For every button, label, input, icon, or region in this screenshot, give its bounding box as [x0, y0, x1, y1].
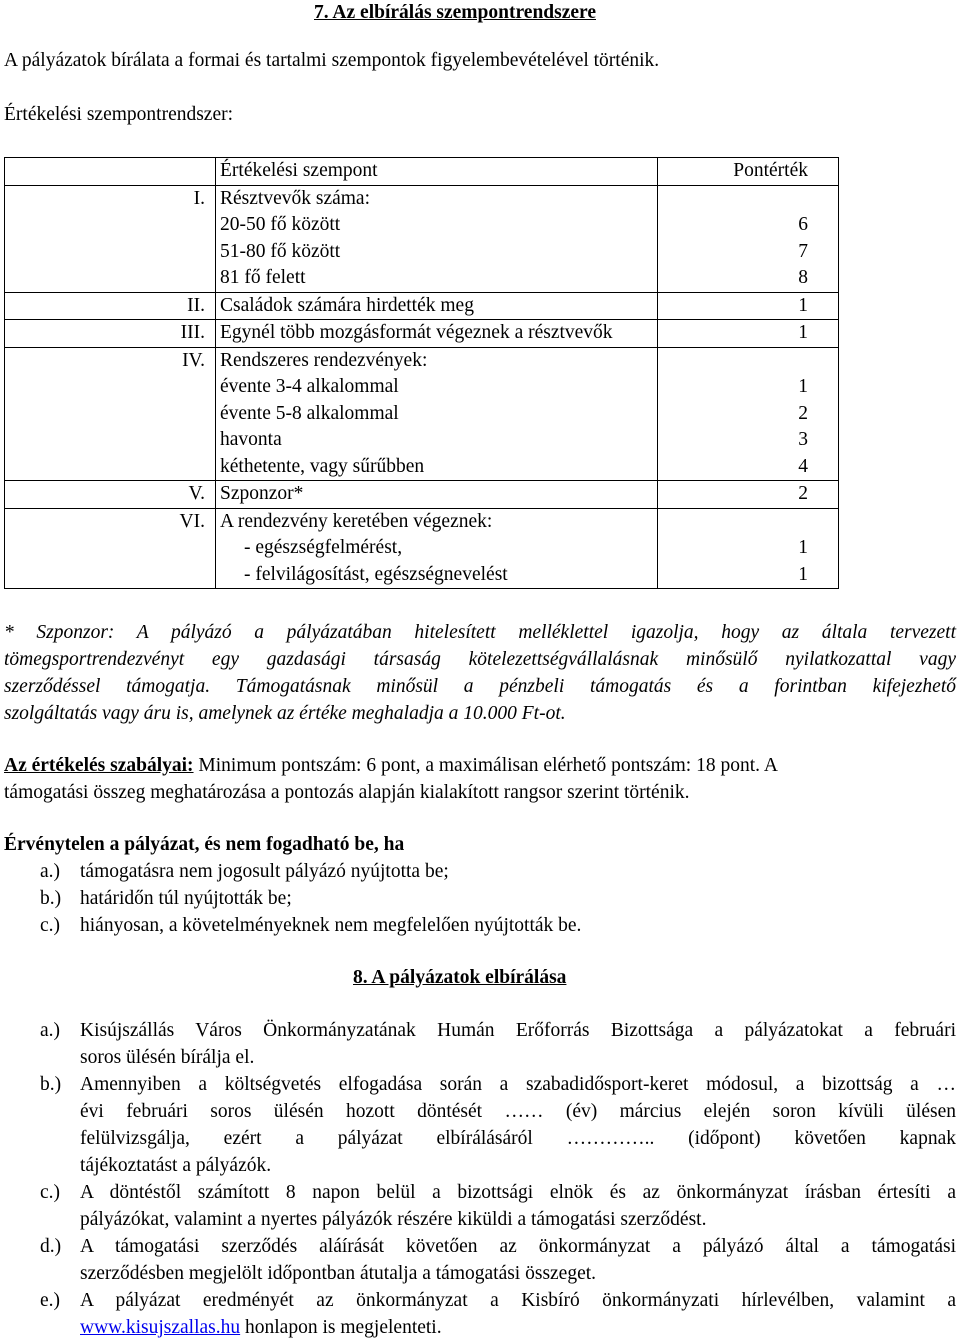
criterion-line: Rendszeres rendezvények:	[220, 349, 428, 371]
table-row	[5, 508, 839, 589]
item-text: támogatásra nem jogosult pályázó nyújtotta be;	[80, 861, 449, 882]
intro-paragraph: A pályázatok bírálata a formai és tartalmi szempontok figyelembevételével történik.	[4, 50, 660, 71]
decision-item	[40, 1071, 956, 1179]
row-criterion	[216, 185, 658, 292]
row-points	[658, 185, 839, 292]
item-text	[80, 1233, 956, 1287]
item-label: c.)	[40, 915, 61, 936]
criterion-line: 20-50 fő között	[220, 214, 341, 235]
item-text	[80, 1017, 956, 1071]
row-criterion	[216, 347, 658, 481]
rules-text: Minimum pontszám: 6 pont, a maximálisan elérhető pontszám: 18 pont. A	[193, 755, 778, 776]
rules-line-1	[4, 752, 924, 779]
item-line: A pályázat eredményét az önkormányzat a Kisbíró önkormányzati hírlevélben, valamint a	[80, 1290, 956, 1311]
item-text: hiányosan, a követelményeknek nem megfelelően nyújtották be.	[80, 915, 582, 936]
row-number: III.	[5, 320, 216, 348]
points-value: 2	[798, 483, 808, 504]
item-line	[80, 1314, 956, 1341]
item-text	[80, 1071, 956, 1179]
table-header-num	[5, 158, 216, 186]
points-value: 1	[798, 563, 808, 585]
decision-item	[40, 1233, 956, 1287]
criterion-line: Családok számára hirdették meg	[220, 294, 474, 316]
criterion-line: Szponzor*	[220, 483, 304, 504]
points-value: 7	[798, 240, 808, 262]
item-line: szerződésben megjelölt időpontban átutalja a támogatási összeget.	[80, 1263, 597, 1284]
item-label: a.)	[40, 1020, 61, 1041]
points-value: 1	[798, 376, 808, 397]
criterion-line: havonta	[220, 429, 282, 450]
points-value	[658, 348, 808, 375]
item-line: évi februári soros ülésén hozott döntését …… (év) március elején soron kívüli ülésen	[80, 1101, 956, 1122]
points-value: 8	[798, 267, 808, 288]
decision-item	[40, 1287, 956, 1341]
item-line: A döntéstől számított 8 napon belül a bizottsági elnök és az önkormányzat írásban értesíti a	[80, 1182, 956, 1203]
footnote-line: szolgáltatás vagy áru is, amelynek az értéke meghaladja a 10.000 Ft-ot.	[4, 703, 566, 724]
website-link[interactable]: www.kisujszallas.hu	[80, 1317, 241, 1338]
criterion-line: A rendezvény keretében végeznek:	[220, 510, 493, 532]
table-header-row	[5, 158, 839, 186]
table-row	[5, 320, 839, 348]
criteria-heading: Értékelési szempontrendszer:	[4, 104, 234, 125]
table-header-criterion: Értékelési szempont	[216, 158, 658, 186]
points-value: 1	[798, 537, 808, 558]
row-points	[658, 508, 839, 589]
item-line: Kisújszállás Város Önkormányzatának Humán Erőforrás Bizottsága a pályázatokat a februári	[80, 1020, 956, 1041]
item-label: b.)	[40, 1074, 62, 1095]
table-row	[5, 347, 839, 481]
item-text	[80, 1287, 956, 1341]
section-7-title: 7. Az elbírálás szempontrendszere	[314, 2, 596, 23]
decision-item	[40, 1179, 956, 1233]
footnote-line: tömegsportrendezvényt egy gazdasági társaság kötelezettségvállalásnak minősülő nyilatkozattal vagy	[4, 649, 956, 670]
item-label: b.)	[40, 888, 62, 909]
points-value	[658, 509, 808, 536]
rules-label: Az értékelés szabályai:	[4, 755, 194, 776]
row-number: V.	[5, 481, 216, 509]
points-value	[658, 186, 808, 213]
invalid-item	[40, 912, 956, 939]
row-points	[658, 320, 839, 348]
item-line: felülvizsgálja, ezért a pályázat elbírálásáról ………….. (időpont) követően kapnak	[80, 1128, 956, 1149]
invalid-heading: Érvénytelen a pályázat, és nem fogadható be, ha	[4, 834, 405, 855]
row-number: VI.	[5, 508, 216, 589]
criterion-line: - felvilágosítást, egészségnevelést	[244, 563, 508, 585]
table-body	[5, 185, 839, 589]
table-row	[5, 292, 839, 320]
evaluation-table	[4, 157, 839, 589]
criterion-line: Egynél több mozgásformát végeznek a résztvevők	[220, 322, 613, 343]
section-8-title: 8. A pályázatok elbírálása	[353, 967, 567, 988]
table-row	[5, 481, 839, 509]
points-value: 6	[798, 214, 808, 235]
row-points	[658, 347, 839, 481]
row-number: II.	[5, 292, 216, 320]
row-number: I.	[5, 185, 216, 292]
item-label: a.)	[40, 861, 61, 882]
table-header-points: Pontérték	[658, 158, 839, 186]
row-points	[658, 292, 839, 320]
points-value: 4	[798, 455, 808, 477]
invalid-item	[40, 885, 956, 912]
item-line: A támogatási szerződés aláírását követően az önkormányzat a pályázó által a támogatási	[80, 1236, 956, 1257]
criterion-line: - egészségfelmérést,	[244, 537, 403, 558]
item-line: pályázókat, valamint a nyertes pályázók részére kiküldi a támogatási szerződést.	[80, 1209, 707, 1230]
criterion-line: évente 3-4 alkalommal	[220, 376, 399, 397]
item-label: e.)	[40, 1290, 61, 1311]
item-label: d.)	[40, 1236, 62, 1257]
item-line: Amennyiben a költségvetés elfogadása során a szabadidősport-keret módosul, a bizottság a …	[80, 1074, 956, 1095]
evaluation-rules	[4, 752, 924, 806]
table-row	[5, 185, 839, 292]
decision-item	[40, 1017, 956, 1071]
invalid-item	[40, 858, 956, 885]
criterion-line: 81 fő felett	[220, 267, 306, 288]
points-value: 1	[798, 294, 808, 316]
row-points	[658, 481, 839, 509]
item-line: tájékoztatást a pályázók.	[80, 1155, 272, 1176]
criterion-line: évente 5-8 alkalommal	[220, 402, 399, 424]
row-criterion	[216, 481, 658, 509]
row-number: IV.	[5, 347, 216, 481]
footnote-line: * Szponzor: A pályázó a pályázatában hitelesített melléklettel igazolja, hogy az általa tervezett	[4, 622, 956, 643]
points-value: 2	[798, 402, 808, 424]
row-criterion	[216, 320, 658, 348]
points-value: 1	[798, 322, 808, 343]
points-value: 3	[798, 429, 808, 450]
item-line-rest: honlapon is megjelenteti.	[240, 1317, 442, 1338]
row-criterion	[216, 508, 658, 589]
row-criterion	[216, 292, 658, 320]
item-line: soros ülésén bírálja el.	[80, 1047, 255, 1068]
sponsor-footnote	[4, 619, 956, 727]
footnote-line: szerződéssel támogatja. Támogatásnak minősül a pénzbeli támogatás és a forintban kifejezhető	[4, 676, 956, 697]
criterion-line: 51-80 fő között	[220, 240, 341, 262]
rules-line-2: támogatási összeg meghatározása a pontozás alapján kialakított rangsor szerint történik.	[4, 782, 690, 803]
item-text	[80, 1179, 956, 1233]
item-label: c.)	[40, 1182, 61, 1203]
item-text: határidőn túl nyújtották be;	[80, 888, 292, 909]
criterion-line: Résztvevők száma:	[220, 187, 370, 209]
criterion-line: kéthetente, vagy sűrűbben	[220, 455, 425, 477]
